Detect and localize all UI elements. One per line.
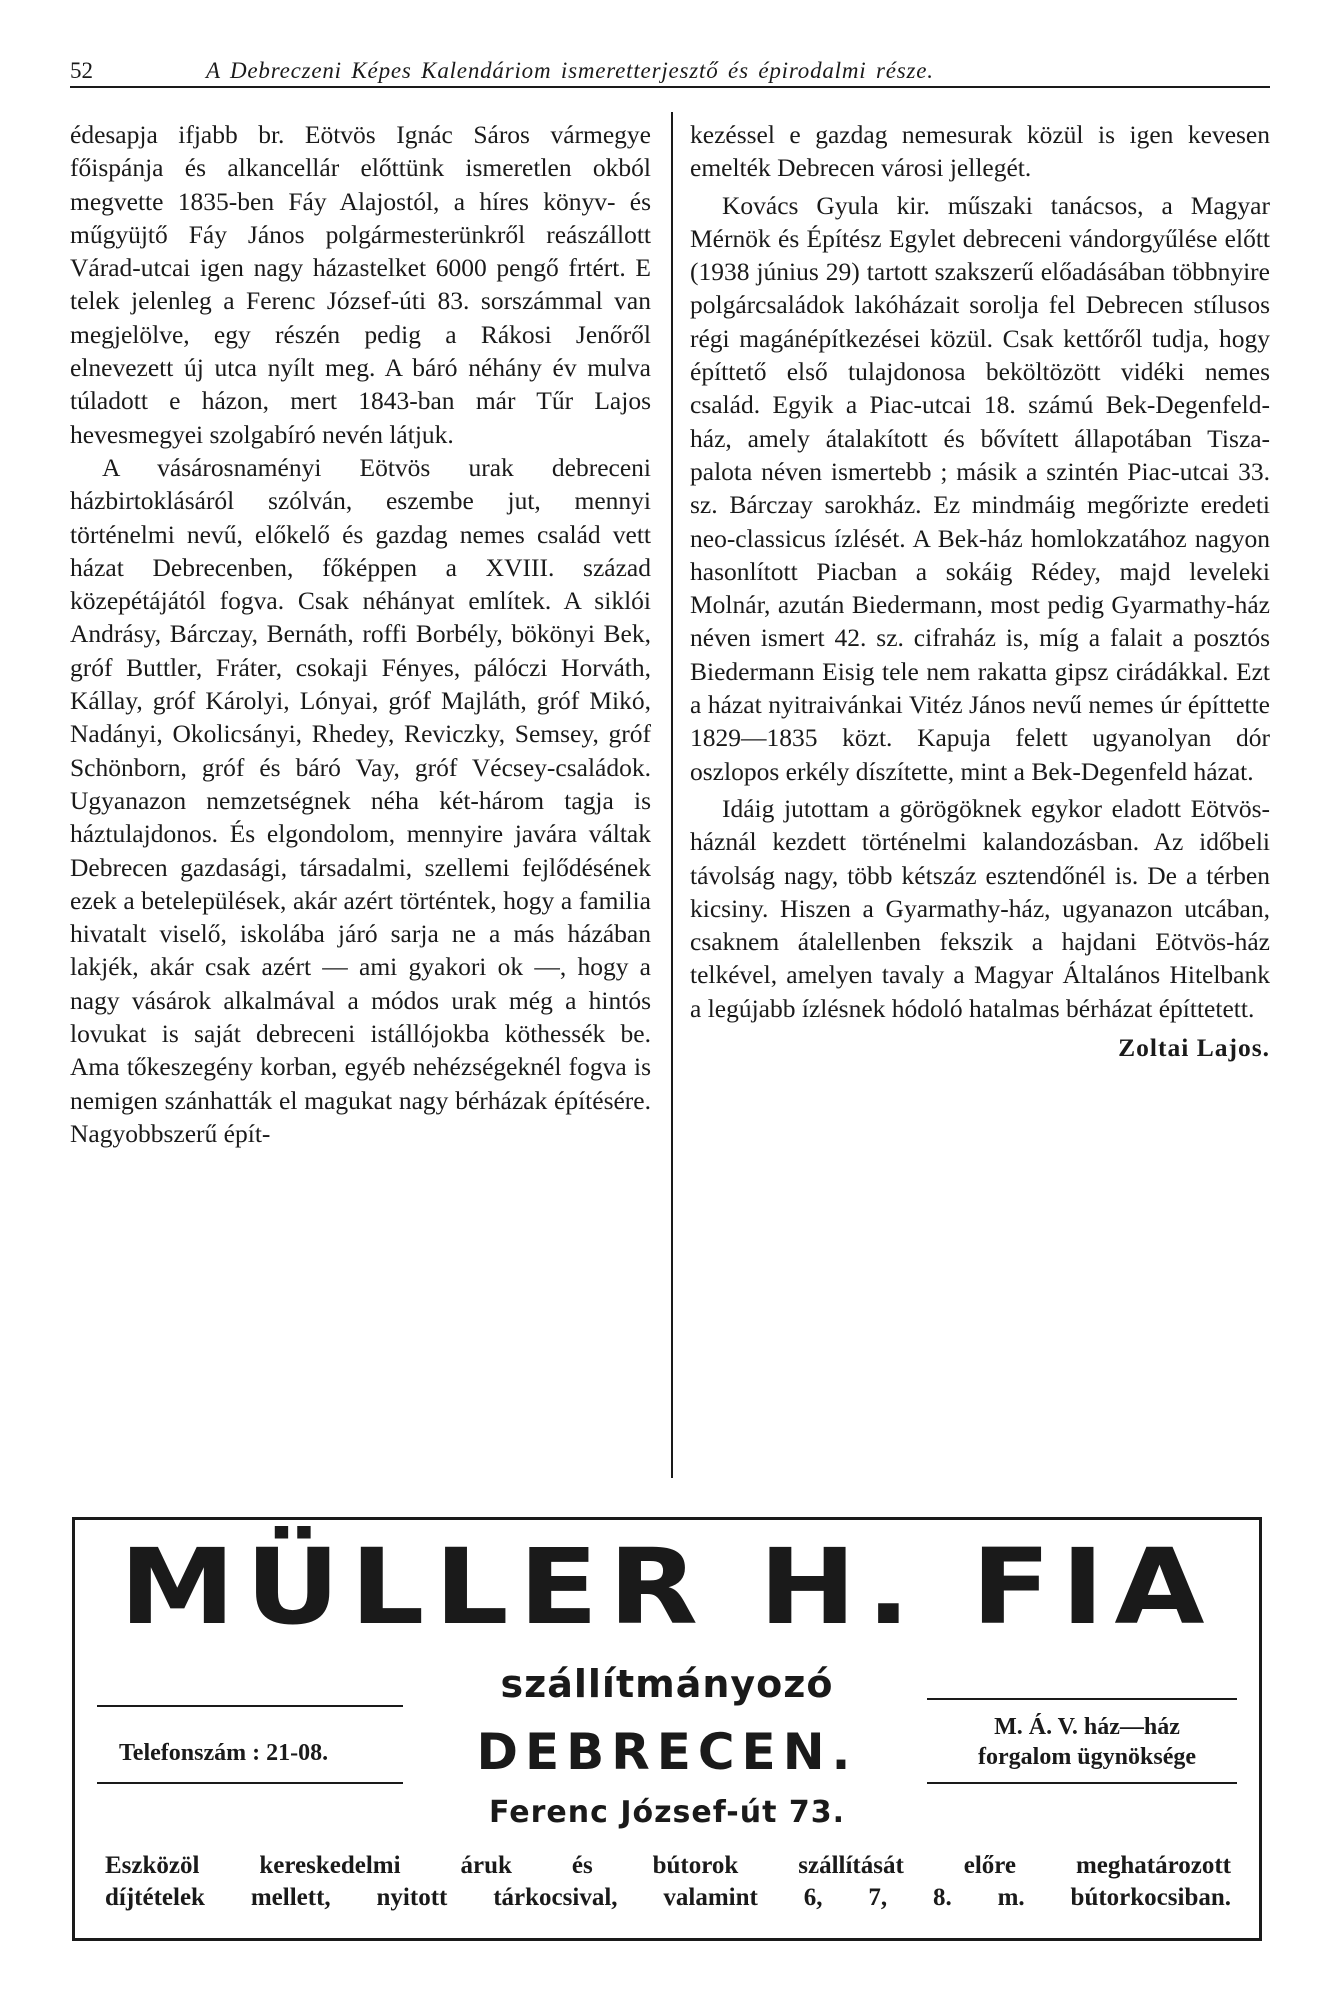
paragraph: kezéssel e gazdag nemesurak közül is igen kevesen emelték Debrecen városi jellegét. [690,120,1270,183]
ad-agency-line: forgalom ügynöksége [978,1744,1196,1770]
paragraph: édesapja ifjabb br. Eötvös Ignác Sáros vármegye főispánja és alkancellár előttünk ismeretlen okból megvette 1835-ben Fáy Alajostól, a híres könyv- és műgyüjtő Fáy János polgármesterünkről reászállott Várad-utcai igen nagy házastelket 6000 pengő frtért. E telek jelenleg a Ferenc József-úti 83. sorszámmal van megjelölve, egy részén pedig a Rákosi Jenőről elnevezett új utca nyílt meg. A báró néhány év mulva túladott e házon, mert 1843-ban már Tűr Lajos hevesmegyei szolgabíró nevén látjuk. [70,120,651,449]
paragraph: Kovács Gyula kir. műszaki tanácsos, a Magyar Mérnök és Építész Egylet debreceni vándorgyűlése előtt (1938 június 29) tartott szakszerű előadásában többnyire polgárcsaládok lakóházait sorolja fel Debrecen stílusos régi magánépítkezései közül. Csak kettőről tudja, hogy építtető első tulajdonosa beköltözött vidéki nemes család. Egyik a Piac-utcai 18. számú Bek-Degenfeld-ház, amely átalakított és bővített állapotában Tisza-palota néven ismertebb ; másik a szintén Piac-utcai 33. sz. Bárczay sarokház. Ez mindmáig megőrizte eredeti neo-classicus ízlését. A Bek-ház homlokzatához nagyon hasonlított Piacban a sokáig Rédey, majd leveleki Molnár, azután Biedermann, most pedig Gyarmathy-ház néven ismert 42. sz. cifraház is, míg a falait a posztós Biedermann Eisig tele nem rakatta gipsz cirádákkal. Ezt a házat nyitraivánkai Vitéz János nevű nemes úr építtette 1829—1835 közt. Kapuja felett ugyanolyan dór oszlopos erkély díszítette, mint a Bek-Degenfeld házat. [690,190,1270,786]
ad-agency [937,1712,1237,1772]
author-signature: Zoltai Lajos. [1118,1033,1270,1063]
ad-agency-line: M. Á. V. ház—ház [994,1714,1180,1740]
page-number: 52 [70,58,93,83]
ad-company-name: MÜLLER H. FIA [119,1526,1215,1648]
paragraph: A vásárosnaményi Eötvös urak debreceni házbirtoklásáról szólván, eszembe jut, mennyi történelmi nevű, előkelő és gazdag nemes család vett házat Debrecenben, főképpen a XVIII. század közepétájától fogva. Csak néhányat említek. A siklói Andrásy, Bárczay, Bernáth, roffi Borbély, bökönyi Bek, gróf Buttler, Fráter, csokaji Fényes, pálóczi Horváth, Kállay, gróf Károlyi, Lónyai, gróf Majláth, gróf Mikó, Nadányi, Okolicsányi, Rhedey, Reviczky, Semsey, gróf Schönborn, gróf és báró Vay, gróf Vécsey-családok. Ugyanazon nemzetségnek néha két-három tagja is háztulajdonos. És elgondolom, mennyire javára váltak Debrecen gazdasági, társadalmi, szellemi fejlődésének ezek a betelepülések, akár azért történtek, hogy a familia hivatalt viselő, iskolába járó sarja ne a más házában lakjék, akár csak azért — ami gyakori ok —, hogy a nagy vásárok alkalmával a módos urak még a hintós lovukat is saját debreceni istállójokba köthessék be. Ama tőkeszegény korban, egyéb nehézségeknél fogva is nemigen szánhatták el magukat nagy bérházak építésére. Nagyobbszerű épít- [70,452,651,1148]
ad-phone-number: Telefonszám : 21-08. [119,1740,329,1766]
right-column [690,118,1270,1064]
ad-left-rule-bottom [97,1782,403,1784]
left-column [70,118,651,1150]
ad-address: Ferenc József-út 73. [488,1795,846,1830]
ad-business-type: szállítmányozó [500,1662,834,1706]
ad-left-rule-top [97,1705,403,1707]
running-title: A Debreczeni Képes Kalendáriom ismeretterjesztő és épirodalmi része. [206,58,934,83]
ad-right-rule-bottom [927,1782,1237,1784]
ad-footer-line: díjtételek mellett, nyitott tárkocsival, valamint 6, 7, 8. m. bútorkocsiban. [105,1884,1231,1911]
ad-right-rule-top [927,1698,1237,1700]
header-rule [70,86,1270,88]
column-divider [671,112,673,1478]
paragraph: Idáig jutottam a görögöknek egykor eladott Eötvös-háznál kezdett történelmi kalandozásban. Az időbeli távolság nagy, több kétszáz esztendőnél is. De a térben kicsiny. Hiszen a Gyarmathy-ház, ugyanazon utcában, csaknem átalellenben fekszik a hajdani Eötvös-ház telkével, amelyen tavaly a Magyar Általános Hitelbank a legújabb ízlésnek hódoló hatalmas bérházat építtetett. [690,793,1270,1023]
ad-city: DEBRECEN. [476,1723,858,1781]
ad-footer [105,1850,1231,1914]
advertisement [72,1517,1262,1941]
ad-footer-line: Eszközöl kereskedelmi áruk és bútorok szállítását előre meghatározott [105,1852,1231,1879]
